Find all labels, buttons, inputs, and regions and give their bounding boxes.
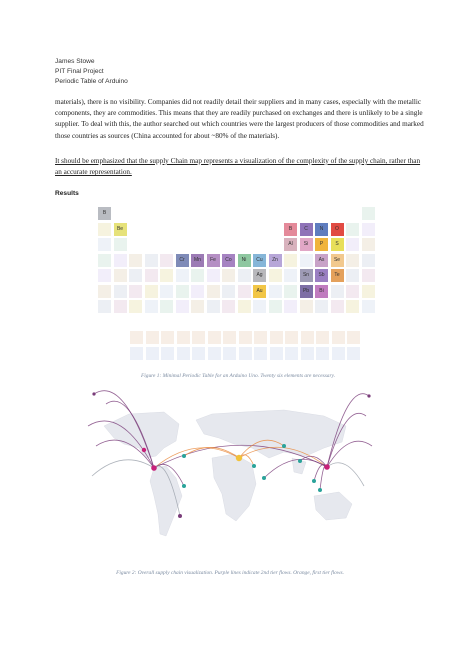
periodic-cell-empty <box>269 300 282 313</box>
periodic-cell-empty <box>98 238 111 251</box>
flow-line <box>327 463 364 486</box>
periodic-cell-empty <box>208 347 221 360</box>
element-au: Au <box>253 285 266 298</box>
periodic-cell-empty <box>331 300 344 313</box>
periodic-cell-empty <box>191 300 204 313</box>
periodic-cell-empty <box>222 300 235 313</box>
periodic-cell-empty <box>269 269 282 282</box>
periodic-cell-empty <box>362 269 375 282</box>
supply-node <box>92 392 95 395</box>
periodic-cell-empty <box>285 331 298 344</box>
periodic-cell-empty <box>239 347 252 360</box>
supply-node <box>298 459 302 463</box>
element-bi: Bi <box>315 285 328 298</box>
supply-node <box>252 464 256 468</box>
periodic-cell-empty <box>362 238 375 251</box>
periodic-cell-empty <box>177 347 190 360</box>
periodic-cell-empty <box>98 223 111 236</box>
periodic-cell-empty <box>332 331 345 344</box>
element-be: Be <box>114 223 127 236</box>
element-si: Si <box>300 238 313 251</box>
periodic-cell-empty <box>301 331 314 344</box>
periodic-cell-empty <box>207 269 220 282</box>
periodic-cell-empty <box>176 300 189 313</box>
periodic-cell-empty <box>362 254 375 267</box>
element-pb: Pb <box>300 285 313 298</box>
periodic-cell-empty <box>208 331 221 344</box>
periodic-cell-empty <box>207 300 220 313</box>
periodic-cell-empty <box>130 331 143 344</box>
element-sb: Sb <box>315 269 328 282</box>
world-landmass <box>104 410 352 536</box>
element-sn: Sn <box>300 269 313 282</box>
element-cr: Cr <box>176 254 189 267</box>
periodic-cell-empty <box>285 347 298 360</box>
element-s: S <box>331 238 344 251</box>
periodic-cell-empty <box>98 285 111 298</box>
periodic-cell-empty <box>270 331 283 344</box>
periodic-cell-empty <box>146 331 159 344</box>
periodic-table-caption: Figure 1: Minimal Periodic Table for an Arduino Uno. Twenty six elements are necessary. <box>140 373 336 379</box>
periodic-cell-empty <box>346 269 359 282</box>
body-paragraph: materials), there is no visibility. Companies did not readily detail their suppliers and in many cases, especially with the metallic components, they are commodities. This means that they are readily purchased on exchanges and there is unlikely to be a single supplier. To deal with this, the author searched out which countries were the largest producers of those commodities and marked those countries as sources (China accounted for about ~80% of the materials). <box>55 98 424 140</box>
periodic-cell-empty <box>176 269 189 282</box>
periodic-cell-empty <box>239 331 252 344</box>
flow-line <box>92 460 154 476</box>
element-zn: Zn <box>269 254 282 267</box>
periodic-cell-empty <box>347 347 360 360</box>
periodic-cell-empty <box>98 254 111 267</box>
periodic-cell-empty <box>192 347 205 360</box>
element-fe: Fe <box>207 254 220 267</box>
element-mn: Mn <box>191 254 204 267</box>
periodic-cell-empty <box>362 223 375 236</box>
periodic-cell-empty <box>284 285 297 298</box>
element-o: O <box>331 223 344 236</box>
periodic-cell-empty <box>114 238 127 251</box>
periodic-cell-empty <box>160 269 173 282</box>
emphasis-paragraph: It should be emphasized that the supply Chain map represents a visualization of the complexity of the supply chain, rather than an accurate representation. <box>55 157 421 177</box>
element-p: P <box>315 238 328 251</box>
periodic-cell-empty <box>114 300 127 313</box>
periodic-cell-empty <box>315 300 328 313</box>
periodic-cell-empty <box>238 285 251 298</box>
project-name: PIT Final Project <box>55 68 104 76</box>
periodic-cell-empty <box>223 347 236 360</box>
periodic-cell-empty <box>145 254 158 267</box>
periodic-cell-empty <box>346 223 359 236</box>
periodic-cell-empty <box>346 254 359 267</box>
periodic-cell-empty <box>331 285 344 298</box>
periodic-cell-empty <box>161 331 174 344</box>
periodic-cell-empty <box>238 269 251 282</box>
periodic-cell-empty <box>300 254 313 267</box>
periodic-cell-empty <box>316 331 329 344</box>
element-cu: Cu <box>253 254 266 267</box>
periodic-cell-empty <box>254 331 267 344</box>
periodic-cell-empty <box>362 285 375 298</box>
supply-node <box>318 488 322 492</box>
map-caption: Figure 2: Overall supply chain visualization. Purple lines indicate 2nd tier flows. Orange, first tier flows. <box>116 570 344 576</box>
supply-chain-map <box>84 386 376 564</box>
periodic-cell-empty <box>316 347 329 360</box>
element-te: Te <box>331 269 344 282</box>
supply-node <box>312 479 316 483</box>
element-as: As <box>315 254 328 267</box>
periodic-cell-empty <box>269 285 282 298</box>
periodic-cell-empty <box>191 285 204 298</box>
document-subject: Periodic Table of Arduino <box>55 78 128 86</box>
element-ag: Ag <box>253 269 266 282</box>
periodic-cell-empty <box>161 347 174 360</box>
periodic-cell-empty <box>284 269 297 282</box>
periodic-cell-empty <box>362 207 375 220</box>
element-n: N <box>315 223 328 236</box>
supply-node <box>182 454 186 458</box>
periodic-cell-empty <box>362 300 375 313</box>
supply-node <box>178 514 182 518</box>
periodic-cell-empty <box>129 300 142 313</box>
periodic-cell-empty <box>346 238 359 251</box>
periodic-cell-empty <box>223 331 236 344</box>
results-heading: Results <box>55 190 79 197</box>
periodic-cell-empty <box>160 285 173 298</box>
supply-node <box>151 465 157 471</box>
supply-node <box>324 464 330 470</box>
author-name: James Stowe <box>55 58 95 65</box>
periodic-cell-empty <box>254 347 267 360</box>
supply-node <box>142 448 146 452</box>
element-b: B <box>98 207 111 220</box>
periodic-cell-empty <box>114 254 127 267</box>
periodic-cell-empty <box>346 285 359 298</box>
periodic-cell-empty <box>145 300 158 313</box>
supply-node <box>236 455 242 461</box>
supply-node <box>262 476 266 480</box>
periodic-cell-empty <box>222 269 235 282</box>
supply-node <box>367 394 370 397</box>
periodic-cell-empty <box>300 300 313 313</box>
element-co: Co <box>222 254 235 267</box>
periodic-cell-empty <box>270 347 283 360</box>
periodic-cell-empty <box>160 300 173 313</box>
periodic-cell-empty <box>114 269 127 282</box>
periodic-cell-empty <box>222 285 235 298</box>
periodic-cell-empty <box>347 331 360 344</box>
periodic-cell-empty <box>146 347 159 360</box>
periodic-cell-empty <box>114 285 127 298</box>
periodic-cell-empty <box>129 285 142 298</box>
periodic-cell-empty <box>346 300 359 313</box>
periodic-table-figure <box>98 207 378 362</box>
periodic-cell-empty <box>145 285 158 298</box>
periodic-cell-empty <box>284 300 297 313</box>
element-b: B <box>284 223 297 236</box>
element-se: Se <box>331 254 344 267</box>
periodic-cell-empty <box>98 269 111 282</box>
periodic-cell-empty <box>253 300 266 313</box>
periodic-cell-empty <box>145 269 158 282</box>
periodic-cell-empty <box>98 300 111 313</box>
supply-node <box>182 484 186 488</box>
periodic-cell-empty <box>191 269 204 282</box>
periodic-cell-empty <box>301 347 314 360</box>
periodic-cell-empty <box>332 347 345 360</box>
element-al: Al <box>284 238 297 251</box>
periodic-cell-empty <box>192 331 205 344</box>
periodic-cell-empty <box>177 331 190 344</box>
supply-node <box>282 444 286 448</box>
periodic-cell-empty <box>176 285 189 298</box>
periodic-cell-empty <box>129 269 142 282</box>
element-c: C <box>300 223 313 236</box>
periodic-cell-empty <box>160 254 173 267</box>
periodic-cell-empty <box>284 254 297 267</box>
periodic-cell-empty <box>129 254 142 267</box>
element-ni: Ni <box>238 254 251 267</box>
periodic-cell-empty <box>238 300 251 313</box>
document-header <box>55 57 128 88</box>
world-map-svg <box>84 386 376 564</box>
periodic-cell-empty <box>207 285 220 298</box>
periodic-cell-empty <box>130 347 143 360</box>
